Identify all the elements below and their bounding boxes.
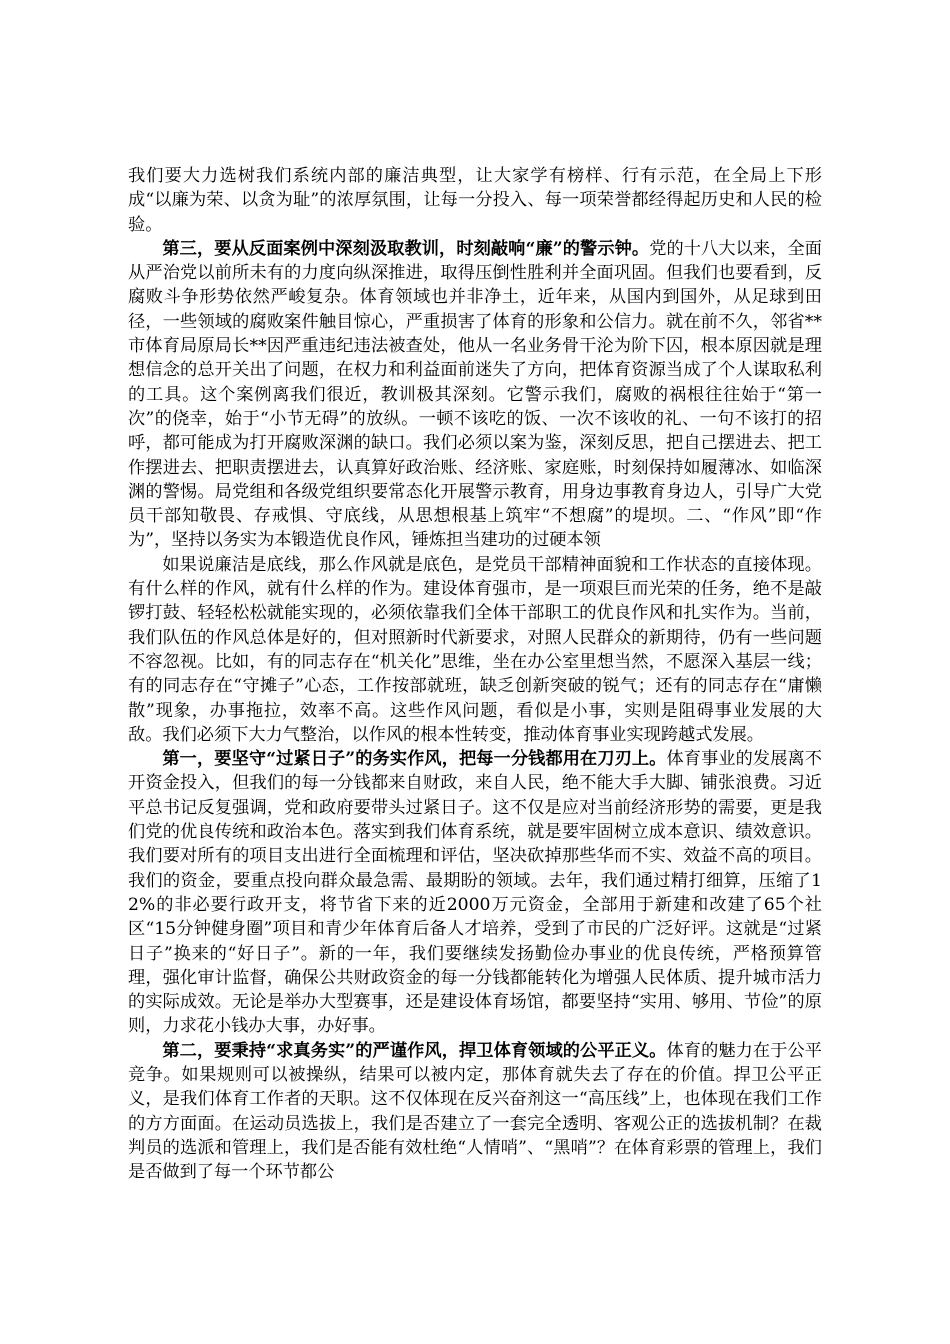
paragraph-4 [128, 747, 822, 1039]
document-page [128, 164, 822, 1184]
paragraph-4-lead: 第一，要坚守“过紧日子”的务实作风，把每一分钱都用在刀刃上。 [162, 749, 667, 770]
paragraph-1 [128, 164, 822, 237]
paragraph-3 [128, 553, 822, 747]
paragraph-2-text: 党的十八大以来，全面从严治党以前所未有的力度向纵深推进，取得压倒性胜利并全面巩固。但我们也要看到，反腐败斗争形势依然严峻复杂。体育领域也并非净土，近年来，从国内到国外，从足球到田径，一些领域的腐败案件触目惊心，严重损害了体育的形象和公信力。就在前不久，邻省**市体育局原局长**因严重违纪违法被查处，他从一名业务骨干沦为阶下囚，根本原因就是理想信念的总开关出了问题，在权力和利益面前迷失了方向，把体育资源当成了个人谋取私利的工具。这个案例离我们很近，教训极其深刻。它警示我们，腐败的祸根往往始于“第一次”的侥幸，始于“小节无碍”的放纵。一顿不该吃的饭、一次不该收的礼、一句不该打的招呼，都可能成为打开腐败深渊的缺口。我们必须以案为鉴，深刻反思，把自己摆进去、把工作摆进去、把职责摆进去，认真算好政治账、经济账、家庭账，时刻保持如履薄冰、如临深渊的警惕。局党组和各级党组织要常态化开展警示教育，用身边事教育身边人，引导广大党员干部知敬畏、存戒惧、守底线，从思想根基上筑牢“不想腐”的堤坝。二、“作风”即“作为”，坚持以务实为本锻造优良作风，锤炼担当建功的过硬本领 [128, 238, 822, 551]
paragraph-2 [128, 237, 822, 553]
paragraph-4-text: 体育事业的发展离不开资金投入，但我们的每一分钱都来自财政，来自人民，绝不能大手大脚、铺张浪费。习近平总书记反复强调，党和政府要带头过紧日子。这不仅是应对当前经济形势的需要，更是我们党的优良传统和政治本色。落实到我们体育系统，就是要牢固树立成本意识、绩效意识。我们要对所有的项目支出进行全面梳理和评估，坚决砍掉那些华而不实、效益不高的项目。我们的资金，要重点投向群众最急需、最期盼的领域。去年，我们通过精打细算，压缩了12%的非必要行政开支，将节省下来的近2000万元资金，全部用于新建和改建了65个社区“15分钟健身圈”项目和青少年体育后备人才培养，受到了市民的广泛好评。这就是“过紧日子”换来的“好日子”。新的一年，我们要继续发扬勤俭办事业的优良传统，严格预算管理，强化审计监督，确保公共财政资金的每一分钱都能转化为增强人民体质、提升城市活力的实际成效。无论是举办大型赛事，还是建设体育场馆，都要坚持“实用、够用、节俭”的原则，力求花小钱办大事，办好事。 [128, 749, 822, 1037]
paragraph-3-text: 如果说廉洁是底线，那么作风就是底色，是党员干部精神面貌和工作状态的直接体现。有什么样的作风，就有什么样的作为。建设体育强市，是一项艰巨而光荣的任务，绝不是敲锣打鼓、轻轻松松就能实现的，必须依靠我们全体干部职工的优良作风和扎实作为。当前，我们队伍的作风总体是好的，但对照新时代新要求，对照人民群众的新期待，仍有一些问题不容忽视。比如，有的同志存在“机关化”思维，坐在办公室里想当然，不愿深入基层一线；有的同志存在“守摊子”心态，工作按部就班，缺乏创新突破的锐气；还有的同志存在“庸懒散”现象，办事拖拉，效率不高。这些作风问题，看似是小事，实则是阻碍事业发展的大敌。我们必须下大力气整治，以作风的根本性转变，推动体育事业实现跨越式发展。 [128, 554, 822, 745]
paragraph-5 [128, 1039, 822, 1185]
paragraph-5-lead: 第二，要秉持“求真务实”的严谨作风，捍卫体育领域的公平正义。 [162, 1040, 667, 1061]
paragraph-5-text: 体育的魅力在于公平竞争。如果规则可以被操纵，结果可以被内定，那体育就失去了存在的价值。捍卫公平正义，是我们体育工作者的天职。这不仅体现在反兴奋剂这一“高压线”上，也体现在我们工作的方方面面。在运动员选拔上，我们是否建立了一套完全透明、客观公正的选拔机制？在裁判员的选派和管理上，我们是否能有效杜绝“人情哨”、“黑哨”？在体育彩票的管理上，我们是否做到了每一个环节都公 [128, 1040, 822, 1183]
paragraph-2-lead: 第三，要从反面案例中深刻汲取教训，时刻敲响“廉”的警示钟。 [162, 238, 650, 259]
paragraph-1-text: 我们要大力选树我们系统内部的廉洁典型，让大家学有榜样、行有示范，在全局上下形成“以廉为荣、以贪为耻”的浓厚氛围，让每一分投入、每一项荣誉都经得起历史和人民的检验。 [128, 166, 822, 235]
